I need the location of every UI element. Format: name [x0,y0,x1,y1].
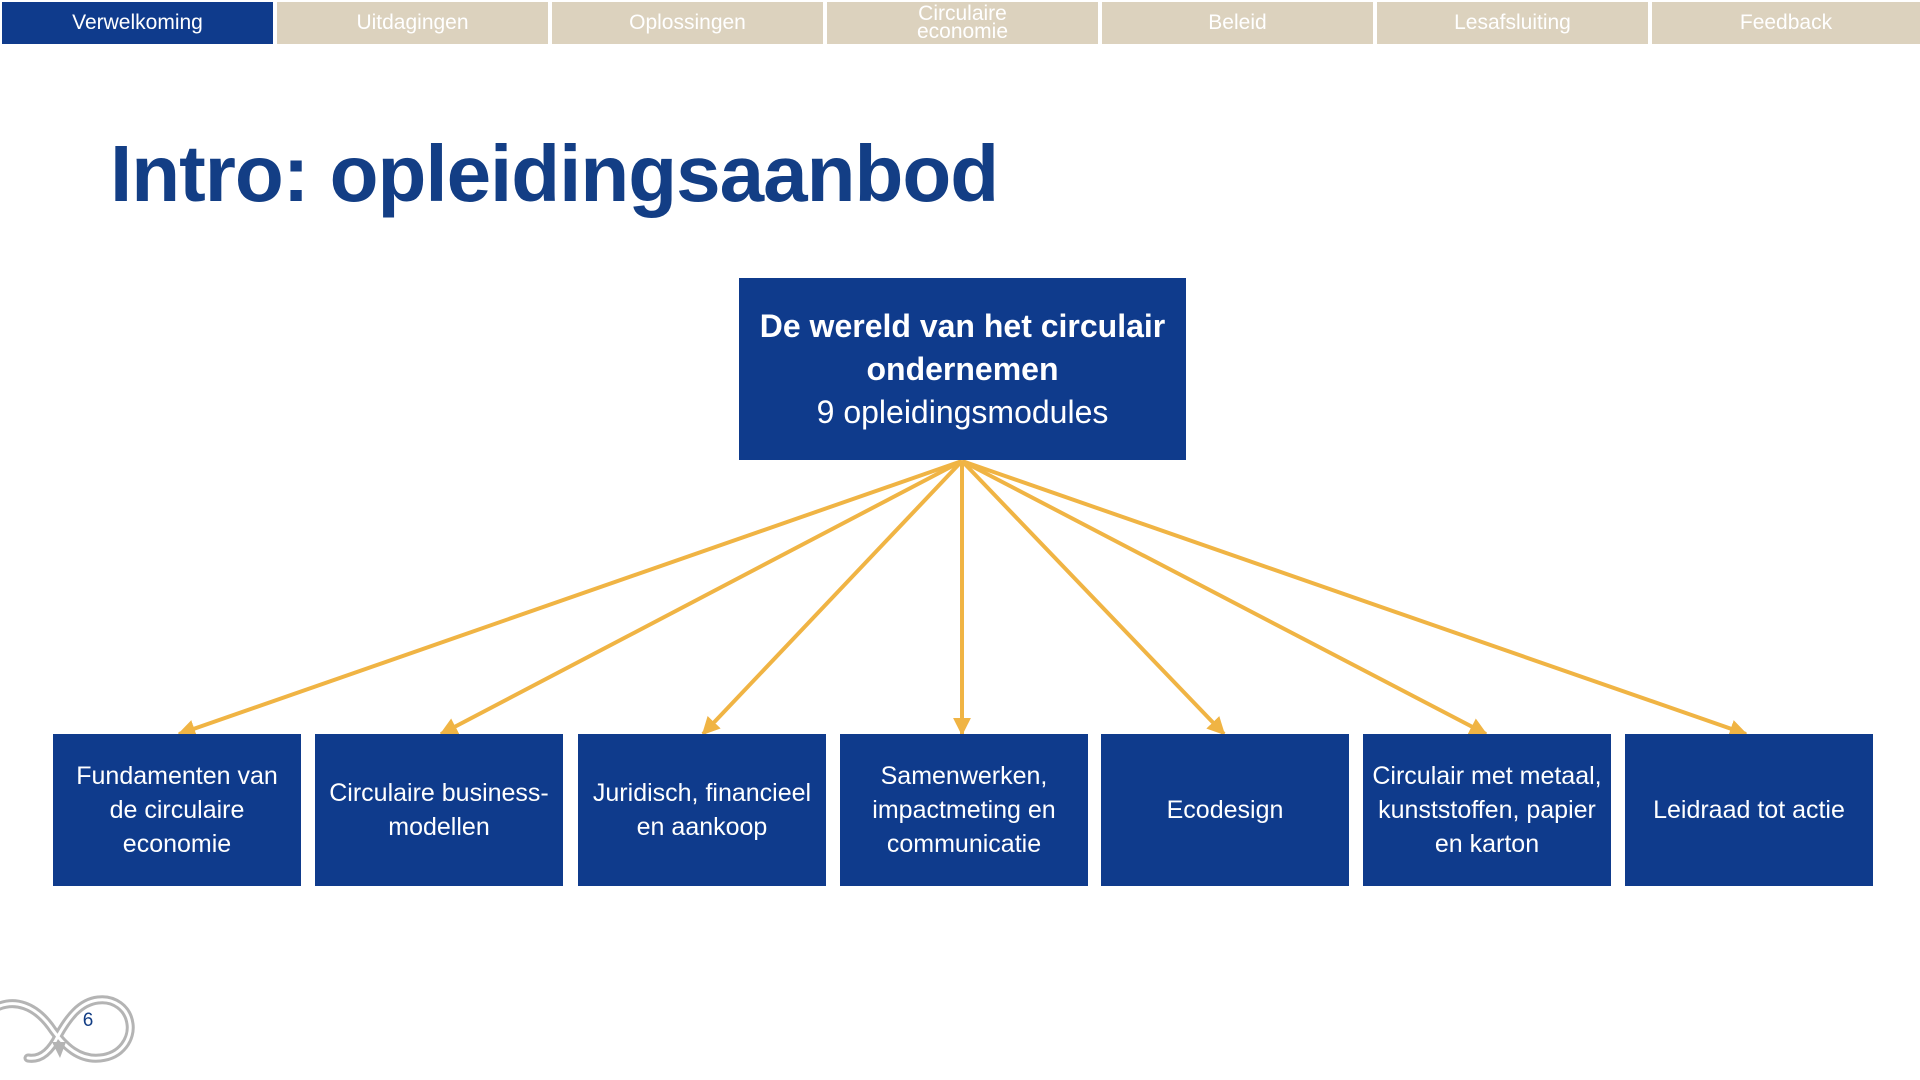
arrow-to-module-5 [962,461,1224,734]
module-juridisch: Juridisch, financieel en aankoop [578,734,826,886]
root-title-line-1: De wereld van het circulair [759,307,1166,344]
module-leidraad: Leidraad tot actie [1625,734,1873,886]
page-number: 6 [82,1010,94,1031]
page-title: Intro: opleidingsaanbod [110,129,999,218]
tab-beleid[interactable]: Beleid [1102,2,1373,44]
arrow-to-module-1 [179,461,962,734]
infinity-arrow-logo-icon [0,978,140,1070]
tab-verwelkoming[interactable]: Verwelkoming [2,2,273,44]
root-subtitle: 9 opleidingsmodules [816,393,1109,430]
root-title-line-2: ondernemen [866,350,1059,387]
module-ecodesign: Ecodesign [1101,734,1349,886]
module-samenwerken: Samenwerken, impactmeting en communicatie [840,734,1088,886]
arrow-to-module-2 [441,461,962,734]
tab-circulaire-economie[interactable]: Circulaire economie [827,2,1098,44]
tab-uitdagingen[interactable]: Uitdagingen [277,2,548,44]
module-fundamenten: Fundamenten van de circulaire economie [53,734,301,886]
module-business-modellen: Circulaire business-modellen [315,734,563,886]
module-metaal-kunststoffen: Circulair met metaal, kunststoffen, papier en karton [1363,734,1611,886]
root-program-box [739,278,1186,460]
tab-lesafsluiting[interactable]: Lesafsluiting [1377,2,1648,44]
tab-feedback[interactable]: Feedback [1652,2,1920,44]
arrow-to-module-3 [703,461,962,734]
tab-oplossingen[interactable]: Oplossingen [552,2,823,44]
arrow-to-module-7 [962,461,1746,734]
arrow-to-module-6 [962,461,1486,734]
